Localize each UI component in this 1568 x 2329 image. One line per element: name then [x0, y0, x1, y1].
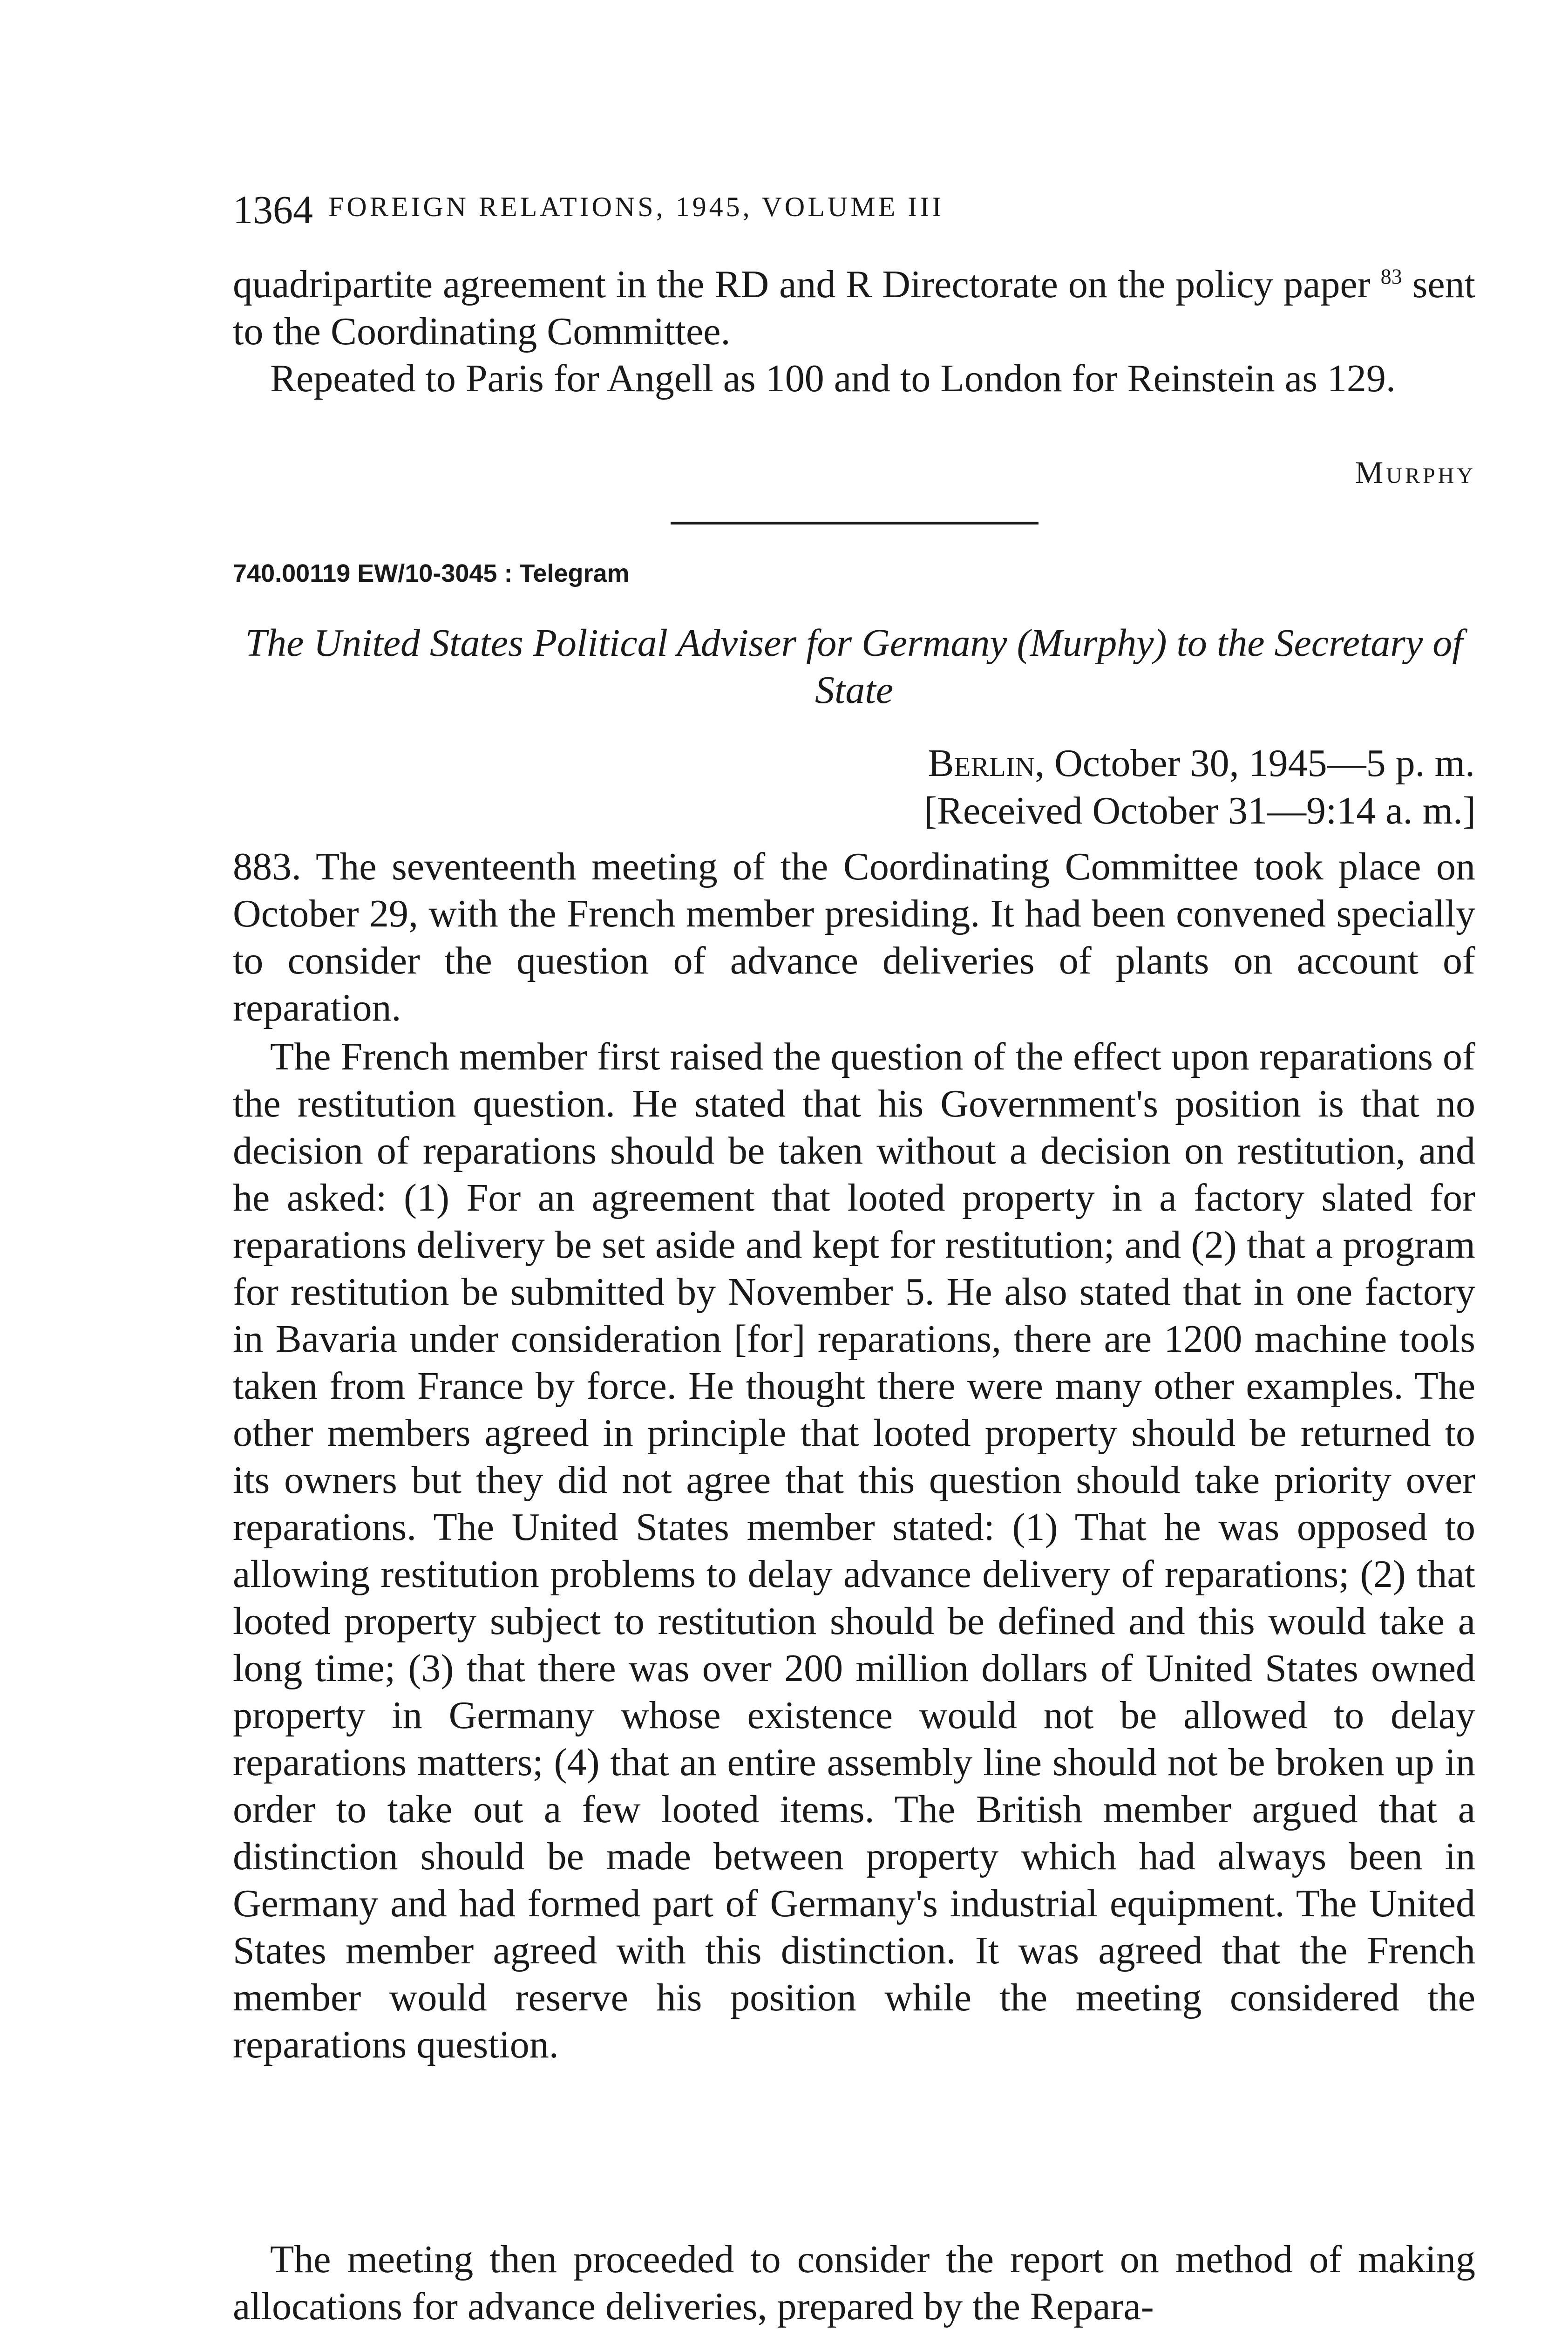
paragraph-2: The French member first raised the question of the effect upon reparations of the restitution question. He stated that his Government's position is that no decision of reparations should be taken without a decision on restitution, and he asked: (1) For an agreement that looted property in a factory slated for reparations delivery be set aside and kept for restitution; and (2) that a program for restitution be submitted by November 5. He also stated that in one factory in Bavaria under consideration [for] reparations, there are 1200 machine tools taken from France by force. He thought there were many other examples. The other members agreed in principle that looted property should be returned to its owners but they did not agree that this question should take priority over reparations. The United States member stated: (1) That he was opposed to allowing restitution problems to delay advance delivery of reparations; (2) that looted property subject to restitution should be defined and this would take a long time; (3) that there was over 200 million dollars of United States owned property in Germany whose existence would not be allowed to delay reparations matters; (4) that an entire assembly line should not be broken up in order to take out a few looted items. The British member argued that a distinction should be made between property which had always been in Germany and had formed part of Germany's industrial equipment. The United States member agreed with this distinction. It was agreed that the French member would reserve his position while the meeting considered the reparations question. [233, 1035, 1475, 2066]
continuation-line-2-pre: paper [1283, 263, 1371, 306]
paragraph-1: 883. The seventeenth meeting of the Coordinating Committee took place on October 29, with the French member presiding. It had been convened specially to consider the question of advance deliveries of plants on account of reparation. [233, 845, 1475, 1029]
section-divider [671, 522, 1039, 524]
repeat-paragraph: Repeated to Paris for Angell as 100 and to London for Reinstein as 129. [270, 357, 1396, 400]
file-number: 740.00119 EW/10-3045 : Telegram [233, 559, 630, 587]
dateline [928, 741, 1475, 786]
document-heading: The United States Political Adviser for Germany (Murphy) to the Secretary of State [245, 621, 1463, 712]
running-title: FOREIGN RELATIONS, 1945, VOLUME III [328, 191, 944, 222]
page-number: 1364 [233, 187, 313, 232]
place-name: Berlin, [928, 742, 1045, 785]
footnote-reference: 83 [1380, 265, 1402, 288]
continuation-line-2-post: sent to the Coordinating Committee. [233, 263, 1476, 353]
received-line: [Received October 31—9:14 a. m.] [924, 789, 1476, 832]
continuation-line-1: quadripartite agreement in the RD and R Directorate on the policy [233, 263, 1274, 306]
paragraph-3: The meeting then proceeded to consider the report on method of making allocations for advance deliveries, prepared by the Repara- [233, 2238, 1475, 2328]
date-text: October 30, 1945—5 p. m. [1054, 742, 1475, 785]
continuation-text [233, 261, 1475, 355]
signature: Murphy [1355, 455, 1476, 490]
